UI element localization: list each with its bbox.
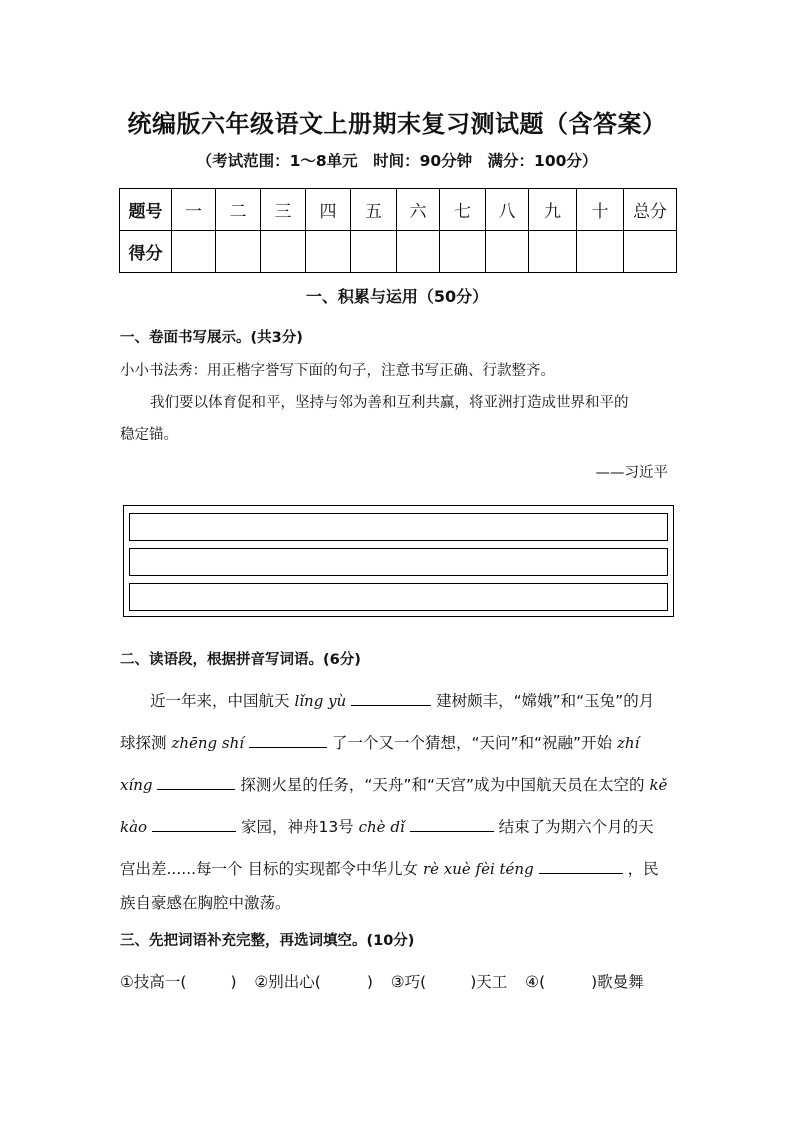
idiom-list bbox=[120, 970, 644, 992]
score-table-header-cell: 二 bbox=[216, 189, 261, 231]
score-cell[interactable] bbox=[351, 231, 397, 273]
pinyin: zhēng shí bbox=[171, 734, 245, 752]
idiom-item-1: ①技高一( bbox=[120, 973, 187, 991]
question-1-title: 一、卷面书写展示。(共3分) bbox=[120, 330, 303, 346]
score-cell[interactable] bbox=[440, 231, 486, 273]
passage-line-2 bbox=[120, 731, 680, 753]
score-table-header-cell: 十 bbox=[577, 189, 624, 231]
passage-text: 探测火星的任务，“天舟”和“天宫”成为中国航天员在太空的 bbox=[240, 776, 645, 794]
score-table-header-cell: 五 bbox=[351, 189, 397, 231]
score-table-header-cell: 九 bbox=[529, 189, 577, 231]
passage-text: 家园，神舟13号 bbox=[240, 818, 354, 836]
score-cell[interactable] bbox=[397, 231, 440, 273]
pinyin: chè dǐ bbox=[358, 818, 405, 836]
score-cell[interactable] bbox=[529, 231, 577, 273]
passage-text: 结束了为期六个月的天 bbox=[498, 818, 654, 836]
question-1-instruction: 小小书法秀：用正楷字誉写下面的句子，注意书写正确、行款整齐。 bbox=[120, 363, 555, 379]
quote-author: ——习近平 bbox=[595, 465, 668, 481]
pinyin: kào bbox=[120, 818, 148, 836]
passage-text: ，民 bbox=[627, 860, 659, 878]
quote-line-2: 稳定锚。 bbox=[120, 427, 178, 443]
score-cell[interactable] bbox=[261, 231, 306, 273]
passage-line-1 bbox=[150, 689, 710, 711]
exam-time: 时间：90分钟 bbox=[373, 152, 473, 170]
answer-blank[interactable] bbox=[157, 777, 235, 790]
score-table-header-cell: 四 bbox=[306, 189, 351, 231]
exam-info bbox=[0, 149, 794, 171]
score-table-header-cell: 六 bbox=[397, 189, 440, 231]
exam-score: 满分：100分） bbox=[487, 152, 598, 170]
page-title: 统编版六年级语文上册期末复习测试题（含答案） bbox=[127, 110, 667, 138]
score-row-label: 得分 bbox=[120, 231, 172, 273]
idiom-item-2: ②别出心( bbox=[254, 973, 321, 991]
score-cell[interactable] bbox=[624, 231, 677, 273]
pinyin: zhí bbox=[617, 734, 640, 752]
score-table-header-cell: 三 bbox=[261, 189, 306, 231]
passage-text: 建树颇丰，“嫦娥”和“玉兔”的月 bbox=[436, 692, 655, 710]
score-table-header-cell: 七 bbox=[440, 189, 486, 231]
idiom-close: ) bbox=[230, 973, 237, 991]
idiom-close: ) bbox=[366, 973, 373, 991]
passage-text: 了一个又一个猜想，“天问”和“祝融”开始 bbox=[331, 734, 613, 752]
score-cell[interactable] bbox=[577, 231, 624, 273]
score-table-header-cell: 八 bbox=[486, 189, 529, 231]
score-cell[interactable] bbox=[216, 231, 261, 273]
passage-text: 球探测 bbox=[120, 734, 167, 752]
section-heading: 一、积累与运用（50分） bbox=[305, 287, 489, 306]
passage-line-6: 族自豪感在胸腔中激荡。 bbox=[120, 894, 291, 912]
handwriting-line-3[interactable] bbox=[129, 583, 668, 611]
answer-blank[interactable] bbox=[539, 861, 623, 874]
passage-text: 近一年来，中国航天 bbox=[150, 692, 290, 710]
score-table-header-row bbox=[120, 189, 677, 231]
score-table-header-cell: 题号 bbox=[120, 189, 172, 231]
answer-blank[interactable] bbox=[249, 735, 327, 748]
question-2-title: 二、读语段，根据拼音写词语。(6分) bbox=[120, 652, 361, 668]
score-cell[interactable] bbox=[172, 231, 216, 273]
score-table bbox=[119, 188, 677, 273]
score-table-header-cell: 一 bbox=[172, 189, 216, 231]
exam-range: （考试范围：1～8单元 bbox=[196, 152, 358, 170]
handwriting-line-2[interactable] bbox=[129, 548, 668, 576]
passage-line-4 bbox=[120, 815, 680, 837]
quote-line-1: 我们要以体育促和平，坚持与邻为善和互利共赢，将亚洲打造成世界和平的 bbox=[150, 395, 629, 411]
score-table-header-cell: 总分 bbox=[624, 189, 677, 231]
score-table-score-row bbox=[120, 231, 677, 273]
pinyin: lǐng yù bbox=[294, 692, 347, 710]
handwriting-line-1[interactable] bbox=[129, 513, 668, 541]
handwriting-box bbox=[123, 505, 674, 617]
answer-blank[interactable] bbox=[152, 819, 236, 832]
idiom-item-3: ③巧( bbox=[390, 973, 427, 991]
answer-blank[interactable] bbox=[410, 819, 494, 832]
answer-blank[interactable] bbox=[351, 693, 431, 706]
score-cell[interactable] bbox=[306, 231, 351, 273]
idiom-close: )天工 bbox=[470, 973, 508, 991]
passage-text: 宫出差......每一个 目标的实现都令中华儿女 bbox=[120, 860, 418, 878]
passage-line-3 bbox=[120, 773, 680, 795]
idiom-item-4: ④( bbox=[525, 973, 546, 991]
question-3-title: 三、先把词语补充完整，再选词填空。(10分) bbox=[120, 933, 415, 949]
idiom-close: )歌曼舞 bbox=[591, 973, 644, 991]
passage-line-5 bbox=[120, 857, 680, 879]
pinyin: xíng bbox=[120, 776, 153, 794]
pinyin: kě bbox=[649, 776, 668, 794]
score-cell[interactable] bbox=[486, 231, 529, 273]
pinyin: rè xuè fèi téng bbox=[422, 860, 534, 878]
